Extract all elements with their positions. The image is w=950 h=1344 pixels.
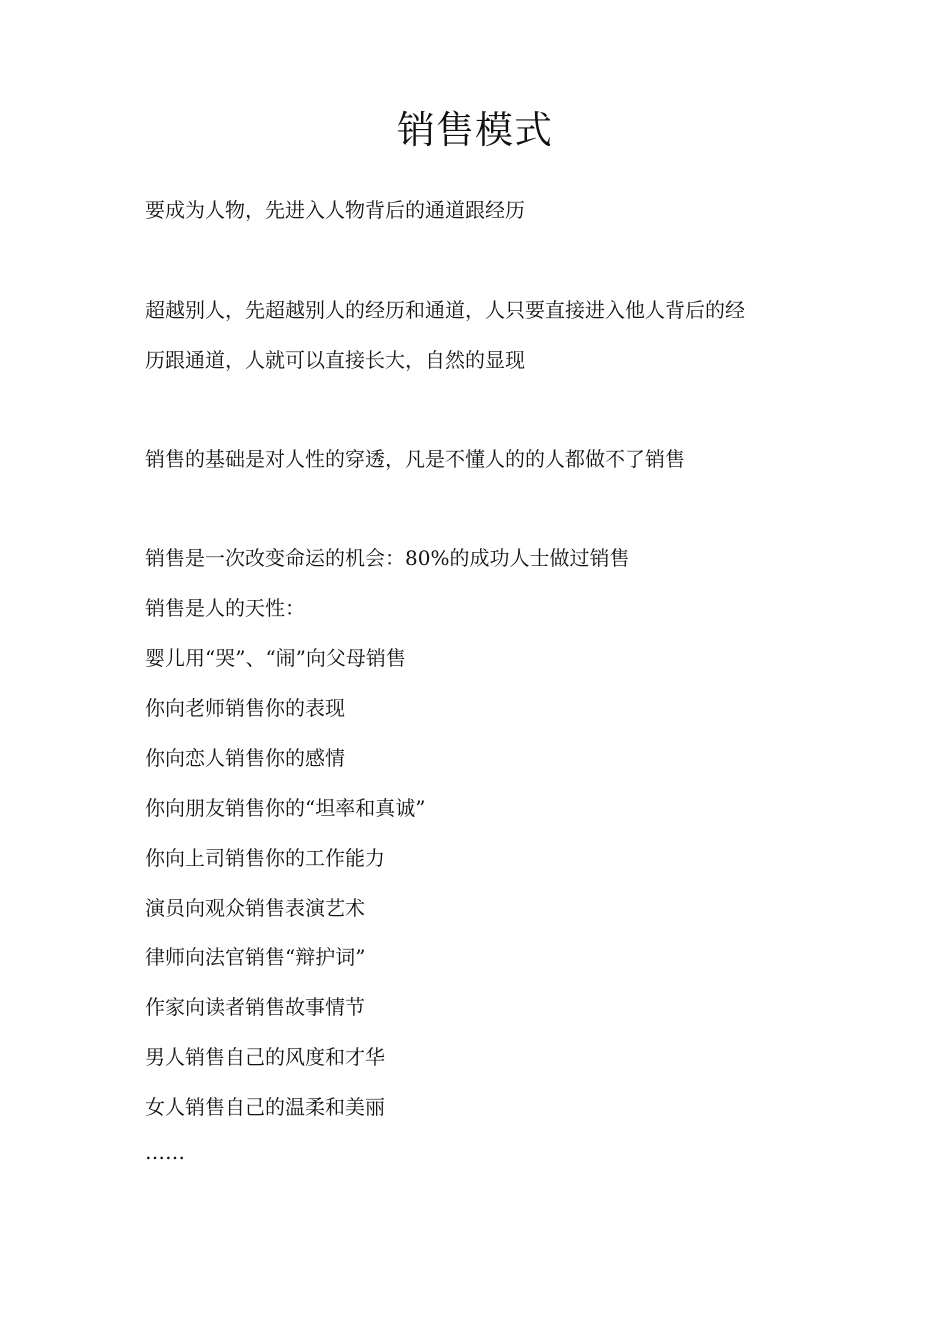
list-item: 婴儿用“哭”、“闹”向父母销售: [145, 646, 406, 670]
list-item: 男人销售自己的风度和才华: [145, 1045, 385, 1069]
list-intro: 销售是人的天性：: [145, 596, 305, 620]
list-item: 你向朋友销售你的“坦率和真诚”: [145, 796, 426, 820]
paragraph-1: 要成为人物，先进入人物背后的通道跟经历: [145, 198, 525, 222]
list-item: 你向恋人销售你的感情: [145, 746, 345, 770]
ellipsis: ……: [145, 1140, 185, 1164]
paragraph-3: 销售的基础是对人性的穿透，凡是不懂人的的人都做不了销售: [145, 447, 685, 471]
paragraph-2-line-1: 超越别人，先超越别人的经历和通道，人只要直接进入他人背后的经: [145, 298, 745, 322]
list-item: 作家向读者销售故事情节: [145, 995, 365, 1019]
document-title: 销售模式: [396, 108, 553, 152]
list-item: 女人销售自己的温柔和美丽: [145, 1095, 385, 1119]
list-item: 你向上司销售你的工作能力: [145, 846, 385, 870]
list-item: 你向老师销售你的表现: [145, 696, 345, 720]
paragraph-4: 销售是一次改变命运的机会：80%的成功人士做过销售: [145, 546, 630, 570]
list-item: 律师向法官销售“辩护词”: [145, 945, 366, 969]
paragraph-2-line-2: 历跟通道，人就可以直接长大，自然的显现: [145, 348, 525, 372]
list-item: 演员向观众销售表演艺术: [145, 896, 365, 920]
